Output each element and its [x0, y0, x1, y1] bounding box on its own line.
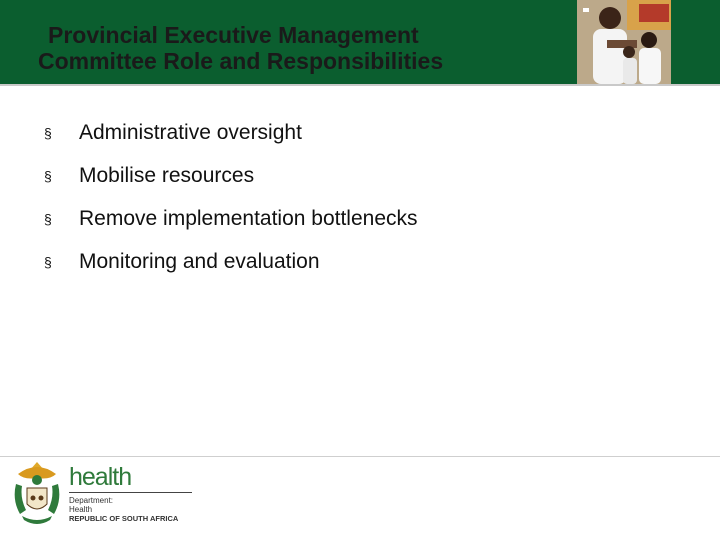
footer-divider [0, 456, 720, 457]
bullet-marker: § [44, 125, 52, 141]
bullet-item [44, 159, 418, 202]
header-photo [577, 0, 671, 84]
coat-of-arms-icon [10, 460, 64, 528]
slide-title [38, 22, 443, 74]
bullet-text: Remove implementation bottlenecks [79, 207, 418, 230]
country-name: REPUBLIC OF SOUTH AFRICA [69, 514, 179, 523]
bullet-text: Mobilise resources [79, 164, 255, 187]
department-line-2: Health [69, 505, 93, 514]
slide-title-line-1: Provincial Executive Management [48, 22, 419, 48]
bullet-list [44, 116, 418, 288]
bullet-marker: § [44, 211, 52, 227]
bullet-item [44, 202, 418, 245]
department-line-1: Department: [69, 496, 114, 505]
bullet-item [44, 116, 418, 159]
bullet-text: Monitoring and evaluation [79, 250, 320, 273]
logo-rule [69, 492, 192, 493]
department-text [69, 496, 178, 523]
bullet-text: Administrative oversight [79, 121, 302, 144]
bullet-marker: § [44, 254, 52, 270]
bullet-marker: § [44, 168, 52, 184]
bullet-item [44, 245, 418, 288]
health-logo-word: health [69, 463, 132, 491]
slide-title-line-2: Committee Role and Responsibilities [38, 48, 444, 74]
header-divider [0, 84, 720, 86]
